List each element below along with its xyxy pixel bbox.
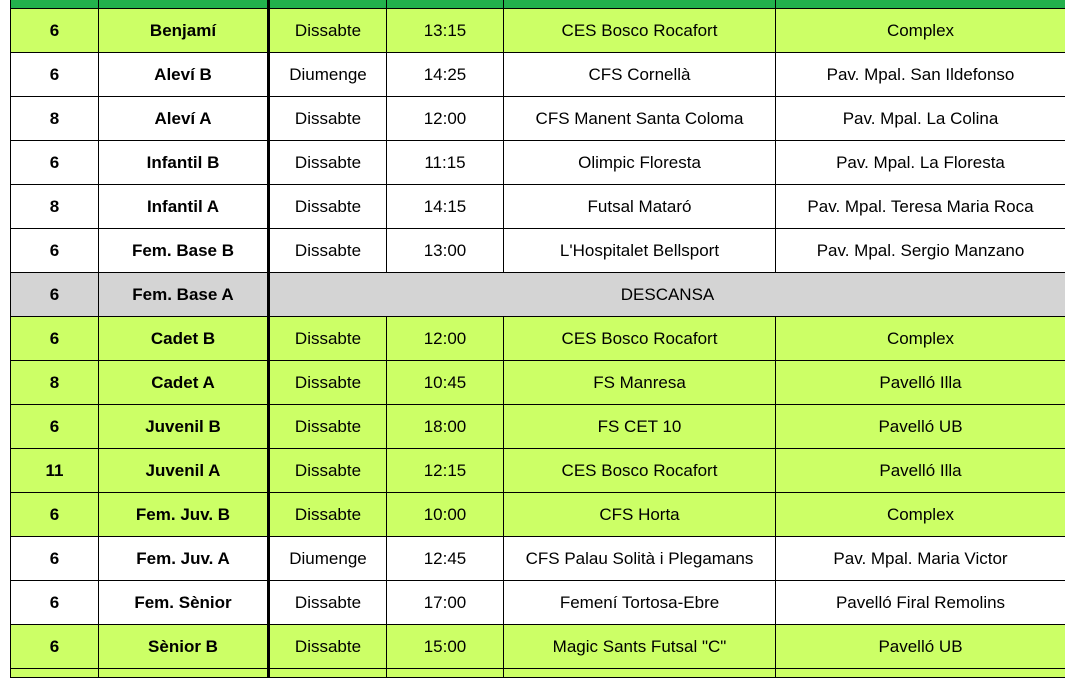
- jornada-cell: 6: [11, 405, 99, 449]
- category-cell: Cadet A: [99, 361, 269, 405]
- match-schedule-sheet: [10, 0, 1065, 690]
- time-cell: 10:45: [387, 361, 504, 405]
- time-cell: 13:00: [387, 229, 504, 273]
- jornada-cell: 6: [11, 625, 99, 669]
- day-cell: Dissabte: [269, 185, 387, 229]
- jornada-cell: 6: [11, 537, 99, 581]
- venue-cell: Pavelló Firal Remolins: [776, 581, 1066, 625]
- table-row: [11, 581, 1066, 625]
- day-cell: Dissabte: [269, 141, 387, 185]
- opponent-cell: CFS Manent Santa Coloma: [504, 97, 776, 141]
- jornada-cell: 6: [11, 273, 99, 317]
- opponent-cell: FS Manresa: [504, 361, 776, 405]
- opponent-cell: Futsal Mataró: [504, 185, 776, 229]
- category-cell: Juvenil A: [99, 449, 269, 493]
- table-row: [11, 97, 1066, 141]
- time-cell: 11:15: [387, 141, 504, 185]
- time-cell: 17:00: [387, 581, 504, 625]
- opponent-cell: L'Hospitalet Bellsport: [504, 229, 776, 273]
- jornada-cell: 6: [11, 317, 99, 361]
- opponent-cell: CES Bosco Rocafort: [504, 9, 776, 53]
- venue-cell: Pav. Mpal. La Floresta: [776, 141, 1066, 185]
- table-row: [11, 141, 1066, 185]
- venue-cell: Pavelló Illa: [776, 361, 1066, 405]
- opponent-cell: Femení Tortosa-Ebre: [504, 581, 776, 625]
- time-cell: 12:15: [387, 449, 504, 493]
- table-row: [11, 493, 1066, 537]
- table-row: [11, 361, 1066, 405]
- time-cell: 15:00: [387, 625, 504, 669]
- footer-strip: [11, 669, 1066, 678]
- venue-cell: Pav. Mpal. Maria Victor: [776, 537, 1066, 581]
- category-cell: Aleví B: [99, 53, 269, 97]
- jornada-cell: 6: [11, 581, 99, 625]
- jornada-cell: 11: [11, 449, 99, 493]
- day-cell: Diumenge: [269, 53, 387, 97]
- table-row: [11, 229, 1066, 273]
- time-cell: 14:25: [387, 53, 504, 97]
- jornada-cell: 6: [11, 229, 99, 273]
- venue-cell: Pav. Mpal. San Ildefonso: [776, 53, 1066, 97]
- rest-cell: DESCANSA: [269, 273, 1066, 317]
- opponent-cell: CES Bosco Rocafort: [504, 317, 776, 361]
- time-cell: 13:15: [387, 9, 504, 53]
- time-cell: 12:45: [387, 537, 504, 581]
- table-row: [11, 405, 1066, 449]
- table-row: [11, 53, 1066, 97]
- table-row: [11, 537, 1066, 581]
- category-cell: Infantil B: [99, 141, 269, 185]
- category-cell: Juvenil B: [99, 405, 269, 449]
- time-cell: 14:15: [387, 185, 504, 229]
- jornada-cell: 8: [11, 97, 99, 141]
- category-cell: Aleví A: [99, 97, 269, 141]
- venue-cell: Pav. Mpal. Sergio Manzano: [776, 229, 1066, 273]
- header-strip: [11, 0, 1066, 9]
- day-cell: Dissabte: [269, 493, 387, 537]
- jornada-cell: 6: [11, 493, 99, 537]
- jornada-cell: 6: [11, 9, 99, 53]
- table-row: [11, 273, 1066, 317]
- day-cell: Dissabte: [269, 97, 387, 141]
- category-cell: Fem. Base B: [99, 229, 269, 273]
- time-cell: 12:00: [387, 97, 504, 141]
- venue-cell: Pavelló Illa: [776, 449, 1066, 493]
- category-cell: Sènior B: [99, 625, 269, 669]
- table-row: [11, 449, 1066, 493]
- time-cell: 12:00: [387, 317, 504, 361]
- day-cell: Dissabte: [269, 361, 387, 405]
- venue-cell: Pavelló UB: [776, 405, 1066, 449]
- day-cell: Dissabte: [269, 317, 387, 361]
- opponent-cell: Olimpic Floresta: [504, 141, 776, 185]
- table-row: [11, 317, 1066, 361]
- match-schedule-table: [10, 0, 1065, 678]
- day-cell: Dissabte: [269, 9, 387, 53]
- jornada-cell: 6: [11, 53, 99, 97]
- venue-cell: Pavelló UB: [776, 625, 1066, 669]
- venue-cell: Pav. Mpal. La Colina: [776, 97, 1066, 141]
- jornada-cell: 8: [11, 185, 99, 229]
- opponent-cell: Magic Sants Futsal "C": [504, 625, 776, 669]
- table-row: [11, 185, 1066, 229]
- jornada-cell: 8: [11, 361, 99, 405]
- opponent-cell: CES Bosco Rocafort: [504, 449, 776, 493]
- venue-cell: Complex: [776, 493, 1066, 537]
- schedule-body: [11, 0, 1066, 678]
- day-cell: Dissabte: [269, 581, 387, 625]
- opponent-cell: CFS Horta: [504, 493, 776, 537]
- day-cell: Diumenge: [269, 537, 387, 581]
- venue-cell: Pav. Mpal. Teresa Maria Roca: [776, 185, 1066, 229]
- opponent-cell: FS CET 10: [504, 405, 776, 449]
- category-cell: Fem. Base A: [99, 273, 269, 317]
- category-cell: Infantil A: [99, 185, 269, 229]
- time-cell: 18:00: [387, 405, 504, 449]
- day-cell: Dissabte: [269, 625, 387, 669]
- table-row: [11, 625, 1066, 669]
- day-cell: Dissabte: [269, 449, 387, 493]
- opponent-cell: CFS Palau Solità i Plegamans: [504, 537, 776, 581]
- time-cell: 10:00: [387, 493, 504, 537]
- jornada-cell: 6: [11, 141, 99, 185]
- category-cell: Benjamí: [99, 9, 269, 53]
- category-cell: Fem. Juv. A: [99, 537, 269, 581]
- venue-cell: Complex: [776, 317, 1066, 361]
- category-cell: Fem. Sènior: [99, 581, 269, 625]
- category-cell: Cadet B: [99, 317, 269, 361]
- category-cell: Fem. Juv. B: [99, 493, 269, 537]
- day-cell: Dissabte: [269, 405, 387, 449]
- day-cell: Dissabte: [269, 229, 387, 273]
- opponent-cell: CFS Cornellà: [504, 53, 776, 97]
- venue-cell: Complex: [776, 9, 1066, 53]
- table-row: [11, 9, 1066, 53]
